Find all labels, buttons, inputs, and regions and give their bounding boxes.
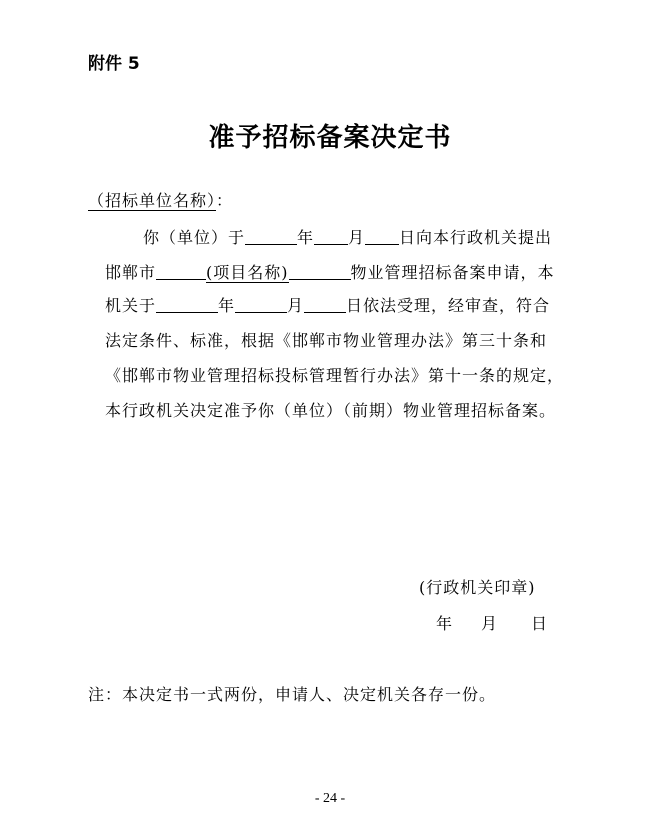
blank-project-pre xyxy=(156,263,206,280)
date-day: 日 xyxy=(531,614,548,633)
blank-year xyxy=(156,296,218,313)
blank-day xyxy=(365,228,399,245)
blank-project-post xyxy=(289,263,351,280)
body-text: 你（单位）于 xyxy=(143,228,246,247)
signature-date xyxy=(436,611,547,634)
body-line-3 xyxy=(105,293,550,316)
attachment-label: 附件 5 xyxy=(88,54,140,74)
date-year: 年 xyxy=(436,614,453,633)
body-text: 日依法受理，经审查，符合 xyxy=(346,296,551,315)
body-line-4: 法定条件、标准，根据《邯郸市物业管理办法》第三十条和 xyxy=(105,331,548,350)
body-text: 年 xyxy=(297,228,315,247)
document-title: 准予招标备案决定书 xyxy=(208,123,452,153)
addressee-line xyxy=(88,188,233,211)
body-line-2 xyxy=(105,260,555,283)
date-month: 月 xyxy=(481,614,498,633)
addressee-suffix: ： xyxy=(216,191,234,210)
body-text: 日向本行政机关提出 xyxy=(399,228,553,247)
project-name-placeholder: (项目名称) xyxy=(206,263,289,282)
body-text: 月 xyxy=(348,228,366,247)
blank-year xyxy=(245,228,297,245)
blank-day xyxy=(304,296,346,313)
footnote: 注：本决定书一式两份，申请人、决定机关各存一份。 xyxy=(88,685,497,704)
body-text: 邯郸市 xyxy=(105,263,157,282)
official-seal-text: (行政机关印章) xyxy=(419,578,536,597)
blank-month xyxy=(235,296,287,313)
body-line-6: 本行政机关决定准予你（单位）（前期）物业管理招标备案。 xyxy=(105,401,557,420)
blank-month xyxy=(314,228,348,245)
body-text: 年 xyxy=(218,296,236,315)
page-number: - 24 - xyxy=(314,791,346,806)
body-line-5: 《邯郸市物业管理招标投标管理暂行办法》第十一条的规定， xyxy=(105,366,565,385)
addressee-placeholder: （招标单位名称） xyxy=(88,191,217,210)
body-text: 月 xyxy=(287,296,305,315)
body-line-1 xyxy=(143,225,552,248)
body-text: 物业管理招标备案申请，本 xyxy=(350,263,555,282)
body-text: 机关于 xyxy=(105,296,157,315)
